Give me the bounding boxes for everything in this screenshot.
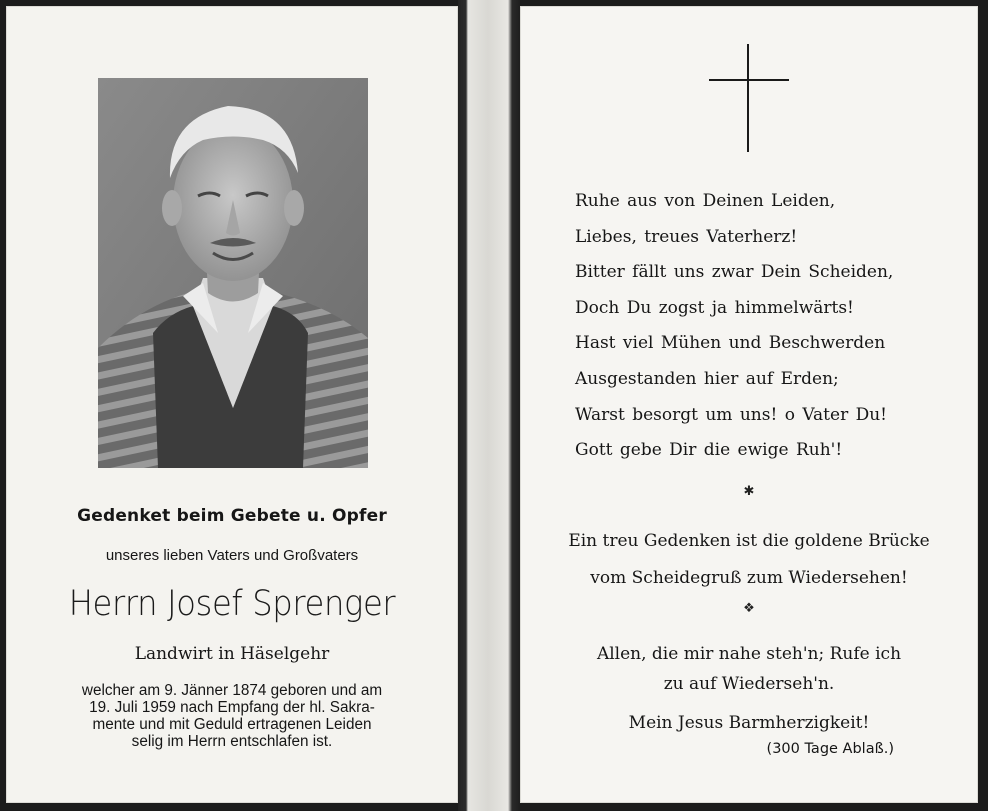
portrait-illustration <box>98 78 368 468</box>
indulgence-note: (300 Tage Ablaß.) <box>766 741 894 757</box>
poem-line: Doch Du zogst ja himmelwärts! <box>575 297 854 318</box>
card-subheading: unseres lieben Vaters und Großvaters <box>105 547 359 564</box>
memorial-card-back <box>520 6 978 803</box>
biography-line: selig im Herrn entschlafen ist. <box>131 733 333 750</box>
deceased-name: Herrn Josef Sprenger <box>68 584 396 624</box>
poem-line: Bitter fällt uns zwar Dein Scheiden, <box>575 262 894 283</box>
saying-line: vom Scheidegruß zum Wiedersehen! <box>590 568 908 588</box>
portrait-photo <box>98 78 368 468</box>
diamond-ornament-icon: ❖ <box>743 601 755 616</box>
saying-line: Ein treu Gedenken ist die goldene Brücke <box>568 531 930 551</box>
poem-line: Gott gebe Dir die ewige Ruh'! <box>575 440 843 461</box>
latin-cross-icon <box>709 44 789 152</box>
card-fold-gutter <box>458 0 520 811</box>
memorial-card-front <box>6 6 458 803</box>
poem-line: Liebes, treues Vaterherz! <box>575 226 798 247</box>
memorial-poem <box>575 184 893 469</box>
poem-line: Ausgestanden hier auf Erden; <box>575 368 839 389</box>
asterisk-ornament-icon: ✱ <box>743 484 755 499</box>
biography-line: 19. Juli 1959 nach Empfang der hl. Sakra- <box>89 699 375 716</box>
poem-line: Ruhe aus von Deinen Leiden, <box>575 191 836 211</box>
card-heading: Gedenket beim Gebete u. Opfer <box>77 506 387 526</box>
deceased-occupation: Landwirt in Häselgehr <box>134 644 330 664</box>
prayer-line: Mein Jesus Barmherzigkeit! <box>628 713 870 733</box>
biography-line: mente und mit Geduld ertragenen Leiden <box>92 716 372 733</box>
closing-line: zu auf Wiederseh'n. <box>663 674 835 694</box>
poem-line: Hast viel Mühen und Beschwerden <box>575 333 886 354</box>
biography-line: welcher am 9. Jänner 1874 geboren und am <box>81 682 383 699</box>
poem-line: Warst besorgt um uns! o Vater Du! <box>575 404 888 425</box>
closing-line: Allen, die mir nahe steh'n; Rufe ich <box>596 644 902 664</box>
biography-text <box>34 682 430 750</box>
